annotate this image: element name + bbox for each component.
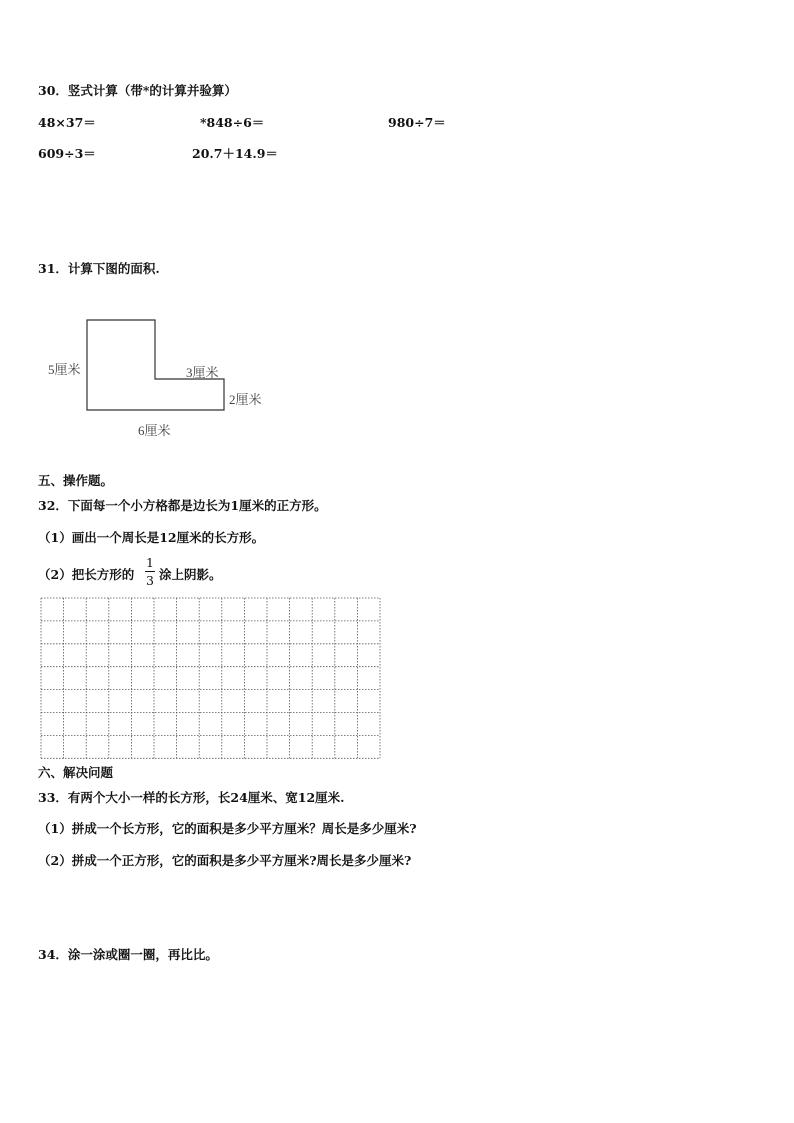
q32-title: 32．下面每一个小方格都是边长为1厘米的正方形。 [38,498,327,513]
q30-item-3: 980÷7＝ [388,115,446,130]
label-right-2cm: 2厘米 [229,392,262,407]
section-6-title: 六、解决问题 [38,765,114,780]
q30-item-5: 20.7＋14.9＝ [192,146,278,161]
fraction-denominator: 3 [146,573,154,588]
section-5-title: 五、操作题。 [38,473,114,488]
q30-title: 30．竖式计算（带*的计算并验算） [38,83,237,98]
fraction-numerator: 1 [146,555,154,570]
label-left-5cm: 5厘米 [48,362,81,377]
q33-sub2: （2）拼成一个正方形，它的面积是多少平方厘米?周长是多少厘米? [38,853,412,868]
fraction-one-third [145,555,155,588]
q32-sub2-prefix: （2）把长方形的 [38,567,135,582]
q33-sub1: （1）拼成一个长方形，它的面积是多少平方厘米？周长是多少厘米? [38,821,417,836]
label-inner-3cm: 3厘米 [186,365,219,380]
q32-sub1: （1）画出一个周长是12厘米的长方形。 [38,530,265,545]
q33-title: 33．有两个大小一样的长方形，长24厘米、宽12厘米. [38,790,345,805]
dotted-grid [40,597,382,759]
fraction-bar [145,571,155,572]
q32-sub2-suffix: 涂上阴影。 [159,567,222,582]
label-bottom-6cm: 6厘米 [138,423,171,438]
q31-title: 31．计算下图的面积. [38,261,160,276]
q30-item-1: 48×37＝ [38,115,96,130]
q30-item-2: *848÷6＝ [200,115,265,130]
q30-item-4: 609÷3＝ [38,146,96,161]
q34-title: 34．涂一涂或圈一圈，再比比。 [38,947,218,962]
